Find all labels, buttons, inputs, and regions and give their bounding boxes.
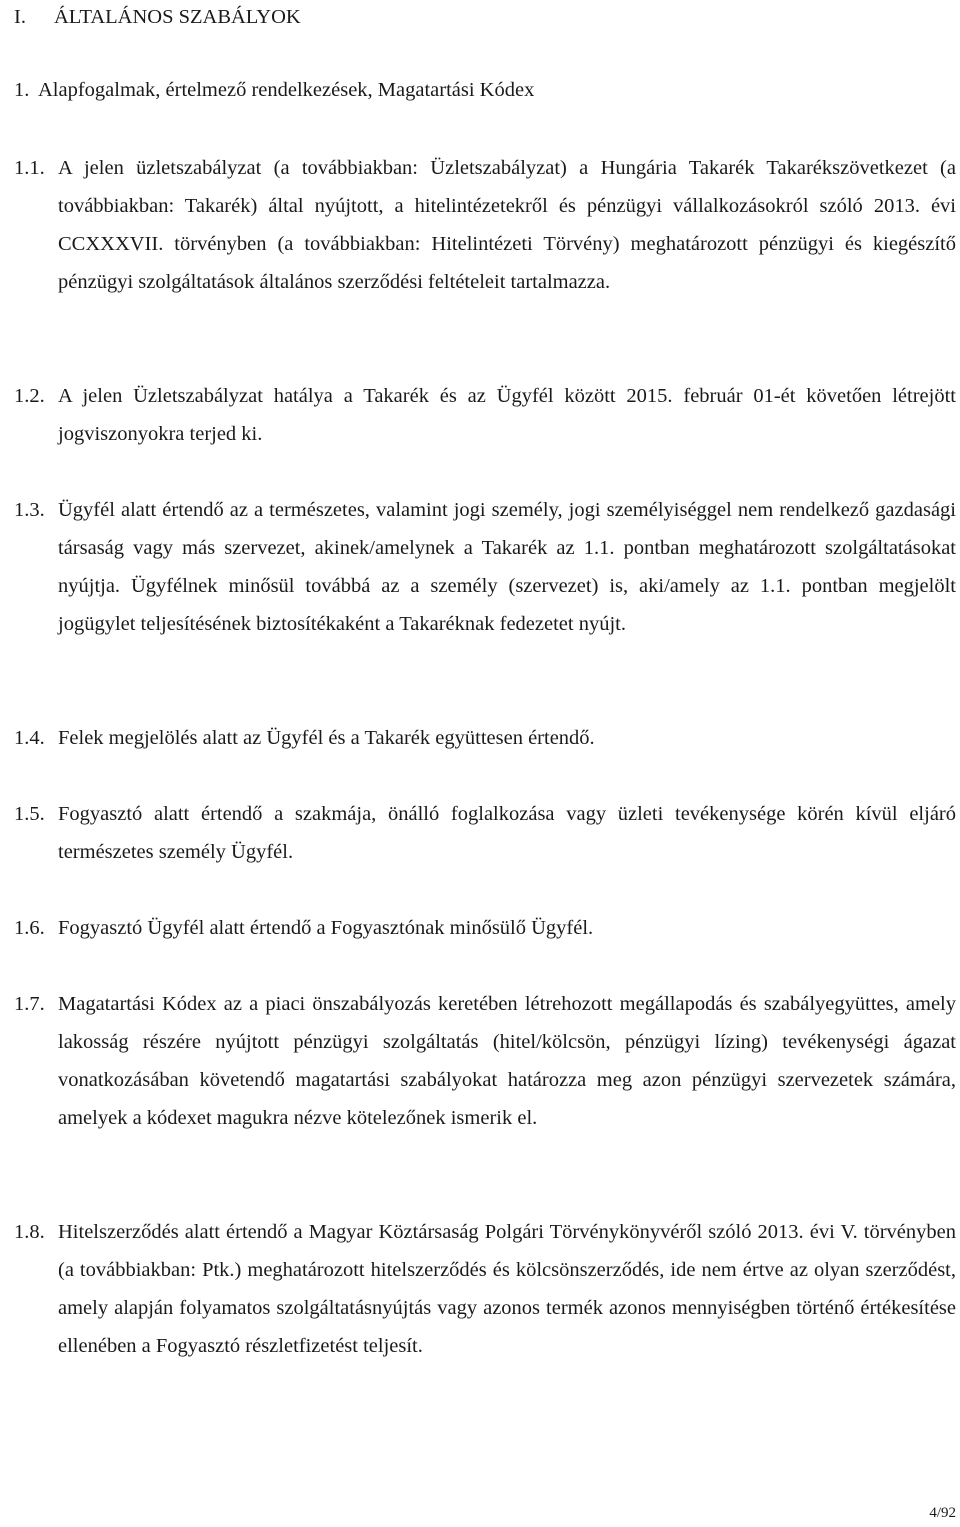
paragraph-1-2 — [14, 377, 956, 453]
paragraph-1-8 — [14, 1213, 956, 1365]
paragraph-1-3 — [14, 491, 956, 643]
paragraph-text: Fogyasztó alatt értendő a szakmája, önálló foglalkozása vagy üzleti tevékenysége körén kívül eljáró természetes személy Ügyfél. — [58, 803, 956, 863]
paragraph-number: 1.1. — [14, 157, 45, 179]
chapter-heading — [14, 4, 301, 30]
paragraph-1-5 — [14, 795, 956, 871]
paragraph-number: 1.2. — [14, 385, 45, 407]
paragraph-text: Ügyfél alatt értendő az a természetes, valamint jogi személy, jogi személyiséggel nem rendelkező gazdasági társaság vagy más szervezet, akinek/amelynek a Takarék az 1.1. pontban meghatározott szolgáltatásokat nyújtja. Ügyfélnek minősül továbbá az a személy (szervezet) is, aki/amely az 1.1. pontban megjelölt jogügylet teljesítésének biztosítékaként a Takaréknak fedezetet nyújt. — [58, 499, 956, 635]
paragraph-text: Hitelszerződés alatt értendő a Magyar Köztársaság Polgári Törvénykönyvéről szóló 2013. évi V. törvényben (a továbbiakban: Ptk.) meghatározott hitelszerződés és kölcsönszerződés, ide nem értve az olyan szerződést, amely alapján folyamatos szolgáltatásnyújtás vagy azonos termék azonos mennyiségben történő értékesítése ellenében a Fogyasztó részletfizetést teljesít. — [58, 1221, 956, 1357]
chapter-number: I. — [14, 6, 26, 28]
paragraph-text: A jelen üzletszabályzat (a továbbiakban: Üzletszabályzat) a Hungária Takarék Takarékszövetkezet (a továbbiakban: Takarék) által nyújtott, a hitelintézetekről és pénzügyi vállalkozásokról szóló 2013. évi CCXXXVII. törvényben (a továbbiakban: Hitelintézeti Törvény) meghatározott pénzügyi és kiegészítő pénzügyi szolgáltatások általános szerződési feltételeit tartalmazza. — [58, 157, 956, 293]
paragraph-number: 1.3. — [14, 499, 45, 521]
paragraph-number: 1.6. — [14, 917, 45, 939]
paragraph-1-1 — [14, 149, 956, 301]
section-heading — [14, 77, 534, 103]
page-number: 4/92 — [929, 1505, 956, 1521]
paragraph-text: A jelen Üzletszabályzat hatálya a Takarék és az Ügyfél között 2015. február 01-ét követően létrejött jogviszonyokra terjed ki. — [58, 385, 956, 445]
paragraph-text: Magatartási Kódex az a piaci önszabályozás keretében létrehozott megállapodás és szabályegyüttes, amely lakosság részére nyújtott pénzügyi szolgáltatás (hitel/kölcsön, pénzügyi lízing) tevékenységi ágazat vonatkozásában követendő magatartási szabályokat határozza meg azon pénzügyi szervezetek számára, amelyek a kódexet magukra nézve kötelezőnek ismerik el. — [58, 993, 956, 1129]
paragraph-number: 1.5. — [14, 803, 45, 825]
paragraph-number: 1.8. — [14, 1221, 45, 1243]
paragraph-text: Fogyasztó Ügyfél alatt értendő a Fogyasztónak minősülő Ügyfél. — [58, 917, 594, 939]
section-number: 1. — [14, 79, 30, 101]
paragraph-1-6 — [14, 909, 956, 947]
paragraph-number: 1.4. — [14, 727, 45, 749]
paragraph-1-7 — [14, 985, 956, 1137]
chapter-title: ÁLTALÁNOS SZABÁLYOK — [54, 6, 301, 28]
section-title: Alapfogalmak, értelmező rendelkezések, Magatartási Kódex — [38, 79, 535, 101]
paragraph-number: 1.7. — [14, 993, 45, 1015]
paragraph-1-4 — [14, 719, 956, 757]
paragraph-text: Felek megjelölés alatt az Ügyfél és a Takarék együttesen értendő. — [58, 727, 595, 749]
